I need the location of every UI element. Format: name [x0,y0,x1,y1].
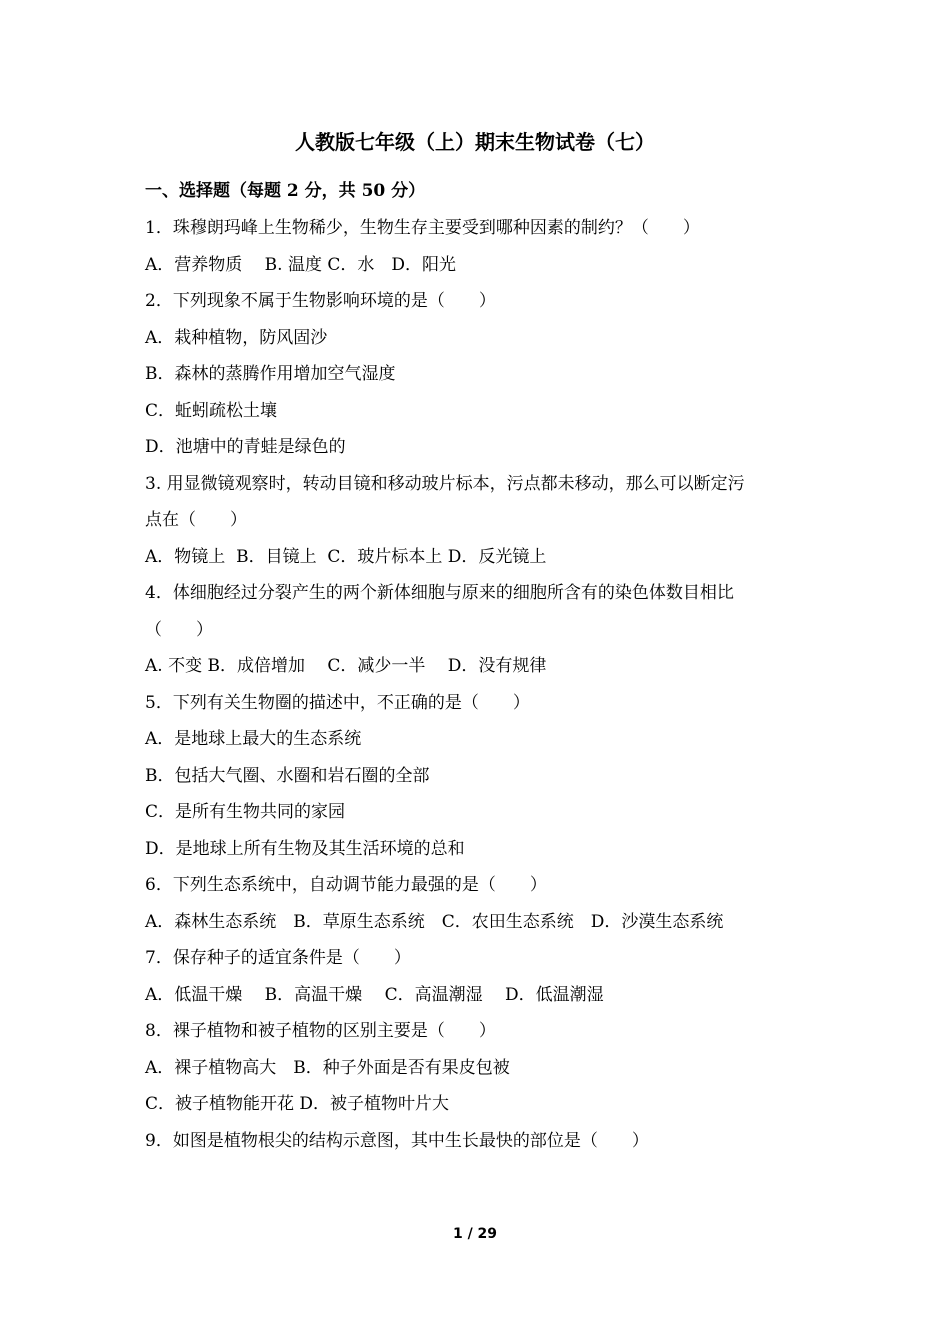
text-line: C．被子植物能开花 D．被子植物叶片大 [145,1094,450,1114]
text-line: 5．下列有关生物圈的描述中，不正确的是（ ） [145,692,530,713]
text-line: D．池塘中的青蛙是绿色的 [145,437,346,457]
text-line: 2．下列现象不属于生物影响环境的是（ ） [145,291,496,311]
text-line: 1．珠穆朗玛峰上生物稀少，生物生存主要受到哪种因素的制约？（ ） [145,218,700,238]
text-line: C．蚯蚓疏松土壤 [145,400,278,421]
text-line: 点在（ ） [145,510,247,530]
text-line: A．森林生态系统 B．草原生态系统 C．农田生态系统 D．沙漠生态系统 [145,911,724,932]
text-line: A．低温干燥 B．高温干燥 C．高温潮湿 D．低温潮湿 [145,984,604,1005]
text-line: A．裸子植物高大 B．种子外面是否有果皮包被 [145,1057,510,1078]
text-line: B．森林的蒸腾作用增加空气湿度 [145,364,396,384]
text-line: C．是所有生物共同的家园 [145,802,346,822]
text-line: B．包括大气圈、水圈和岩石圈的全部 [145,765,430,786]
text-line: 4．体细胞经过分裂产生的两个新体细胞与原来的细胞所含有的染色体数目相比 [145,583,734,603]
text-line: A．栽种植物，防风固沙 [145,327,328,348]
page-title: 人教版七年级（上）期末生物试卷（七） [295,130,655,154]
text-line: A. 不变 B．成倍增加 C．减少一半 D．没有规律 [145,656,547,676]
text-line: D．是地球上所有生物及其生活环境的总和 [145,838,465,859]
section-heading: 一、选择题（每题 2 分，共 50 分） [145,181,426,201]
text-line: 9．如图是植物根尖的结构示意图，其中生长最快的部位是（ ） [145,1130,649,1151]
text-line: 8．裸子植物和被子植物的区别主要是（ ） [145,1021,496,1041]
text-line: A．物镜上 B．目镜上 C．玻片标本上 D．反光镜上 [145,546,547,567]
text-line: 6．下列生态系统中，自动调节能力最强的是（ ） [145,875,547,895]
text-line: （ ） [145,619,213,640]
question-lines [145,214,810,1163]
text-line: A．是地球上最大的生态系统 [145,729,362,749]
page-number: 1 / 29 [452,1226,498,1242]
text-line: 3. 用显微镜观察时，转动目镜和移动玻片标本，污点都未移动，那么可以断定污 [145,473,745,494]
text-line: 7．保存种子的适宜条件是（ ） [145,948,411,968]
text-line: A．营养物质 B. 温度 C．水 D．阳光 [145,254,457,275]
